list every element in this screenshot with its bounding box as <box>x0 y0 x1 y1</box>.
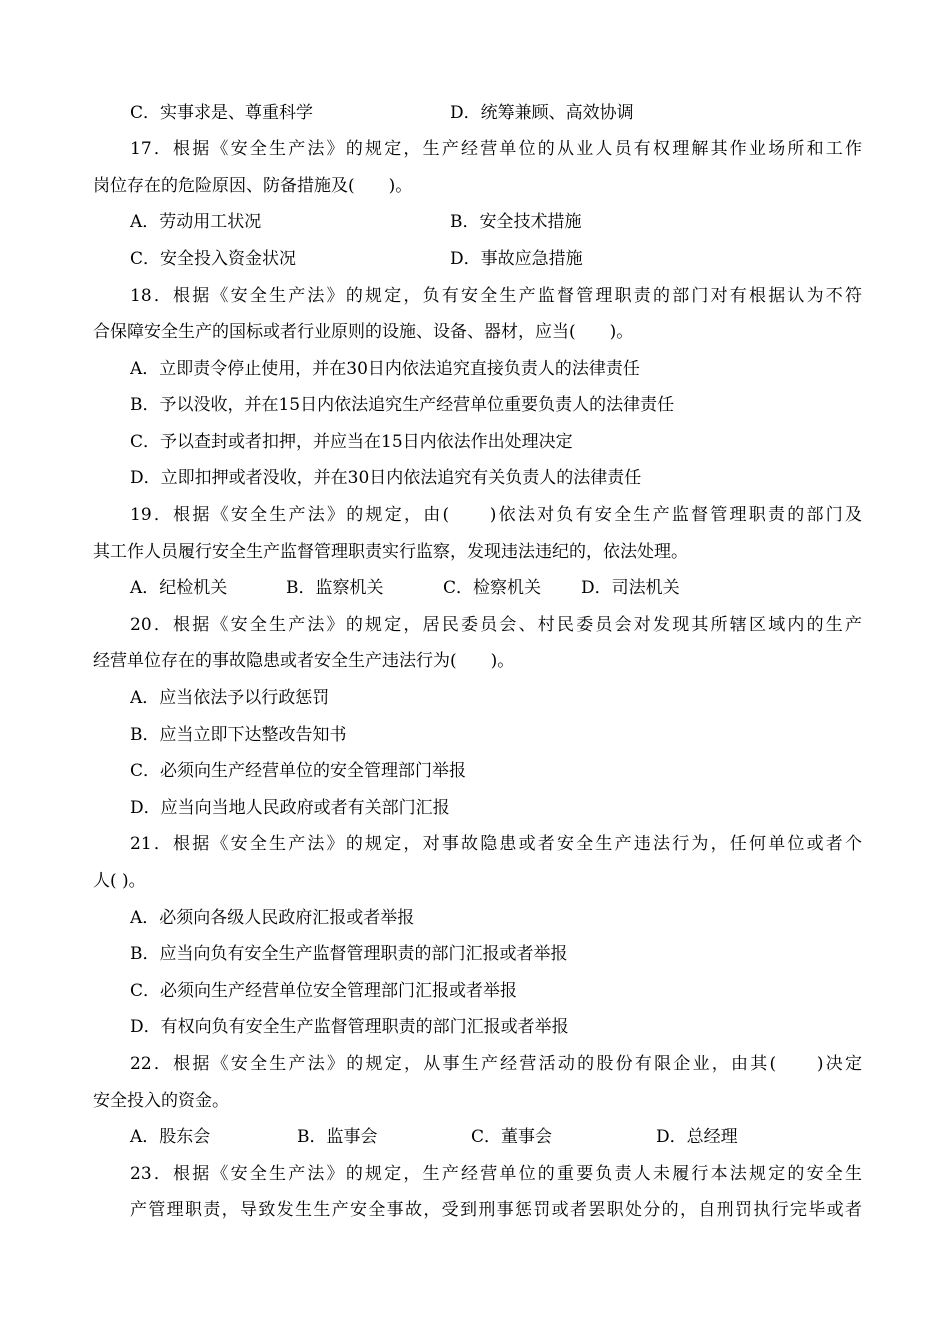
answer-option: D．应当向当地人民政府或者有关部门汇报 <box>130 798 450 818</box>
answer-option: C．必须向生产经营单位的安全管理部门举报 <box>130 761 467 781</box>
answer-option: A．纪检机关 <box>130 578 228 598</box>
answer-option: A．必须向各级人民政府汇报或者举报 <box>130 908 415 928</box>
answer-option: B．应当立即下达整改告知书 <box>130 725 347 745</box>
answer-option: D．总经理 <box>656 1127 738 1147</box>
answer-option: C．安全投入资金状况 <box>130 249 297 269</box>
answer-option: B．予以没收，并在15日内依法追究生产经营单位重要负责人的法律责任 <box>130 395 675 415</box>
question-text: 22．根据《安全生产法》的规定，从事生产经营活动的股份有限企业，由其( )决定 <box>130 1054 862 1074</box>
question-text: 17．根据《安全生产法》的规定，生产经营单位的从业人员有权理解其作业场所和工作 <box>130 139 862 159</box>
question-text: 23．根据《安全生产法》的规定，生产经营单位的重要负责人未履行本法规定的安全生 <box>130 1164 862 1184</box>
answer-option: B．应当向负有安全生产监督管理职责的部门汇报或者举报 <box>130 944 568 964</box>
answer-option: C．必须向生产经营单位安全管理部门汇报或者举报 <box>130 981 518 1001</box>
answer-option: A．应当依法予以行政惩罚 <box>130 688 330 708</box>
answer-option: C．检察机关 <box>443 578 542 598</box>
question-continuation: 经营单位存在的事故隐患或者安全生产违法行为( )。 <box>93 651 515 671</box>
answer-option: C．予以查封或者扣押，并应当在15日内依法作出处理决定 <box>130 432 573 452</box>
answer-option: B．监事会 <box>297 1127 378 1147</box>
answer-option: D．有权向负有安全生产监督管理职责的部门汇报或者举报 <box>130 1017 569 1037</box>
question-continuation: 合保障安全生产的国标或者行业原则的设施、设备、器材，应当( )。 <box>93 322 634 342</box>
answer-option: D．立即扣押或者没收，并在30日内依法追究有关负责人的法律责任 <box>130 468 642 488</box>
answer-option: D．事故应急措施 <box>450 249 583 269</box>
option-row <box>0 204 950 240</box>
option-row <box>0 95 950 131</box>
option-row <box>0 241 950 277</box>
answer-option: A．劳动用工状况 <box>130 212 262 232</box>
answer-option: C．实事求是、尊重科学 <box>130 103 314 123</box>
answer-option: D．统筹兼顾、高效协调 <box>450 103 634 123</box>
answer-option: A．立即责令停止使用，并在30日内依法追究直接负责人的法律责任 <box>130 359 640 379</box>
answer-option: B．安全技术措施 <box>450 212 582 232</box>
question-text: 21．根据《安全生产法》的规定，对事故隐患或者安全生产违法行为，任何单位或者个 <box>130 834 862 854</box>
option-row <box>0 570 950 606</box>
question-continuation: 安全投入的资金。 <box>93 1091 229 1111</box>
question-continuation: 人( )。 <box>93 871 146 891</box>
question-text: 19．根据《安全生产法》的规定，由( )依法对负有安全生产监督管理职责的部门及 <box>130 505 862 525</box>
question-continuation: 岗位存在的危险原因、防备措施及( )。 <box>93 176 413 196</box>
answer-option: C．董事会 <box>471 1127 553 1147</box>
question-text: 18．根据《安全生产法》的规定，负有安全生产监督管理职责的部门对有根据认为不符 <box>130 286 862 306</box>
answer-option: A．股东会 <box>130 1127 211 1147</box>
answer-option: D．司法机关 <box>581 578 680 598</box>
answer-option: B．监察机关 <box>286 578 384 598</box>
question-text: 20．根据《安全生产法》的规定，居民委员会、村民委员会对发现其所辖区域内的生产 <box>130 615 862 635</box>
option-row <box>0 1119 950 1155</box>
question-text: 产管理职责，导致发生生产安全事故，受到刑事惩罚或者罢职处分的，自刑罚执行完毕或者 <box>130 1200 862 1220</box>
question-continuation: 其工作人员履行安全生产监督管理职责实行监察，发现违法违纪的，依法处理。 <box>93 542 688 562</box>
